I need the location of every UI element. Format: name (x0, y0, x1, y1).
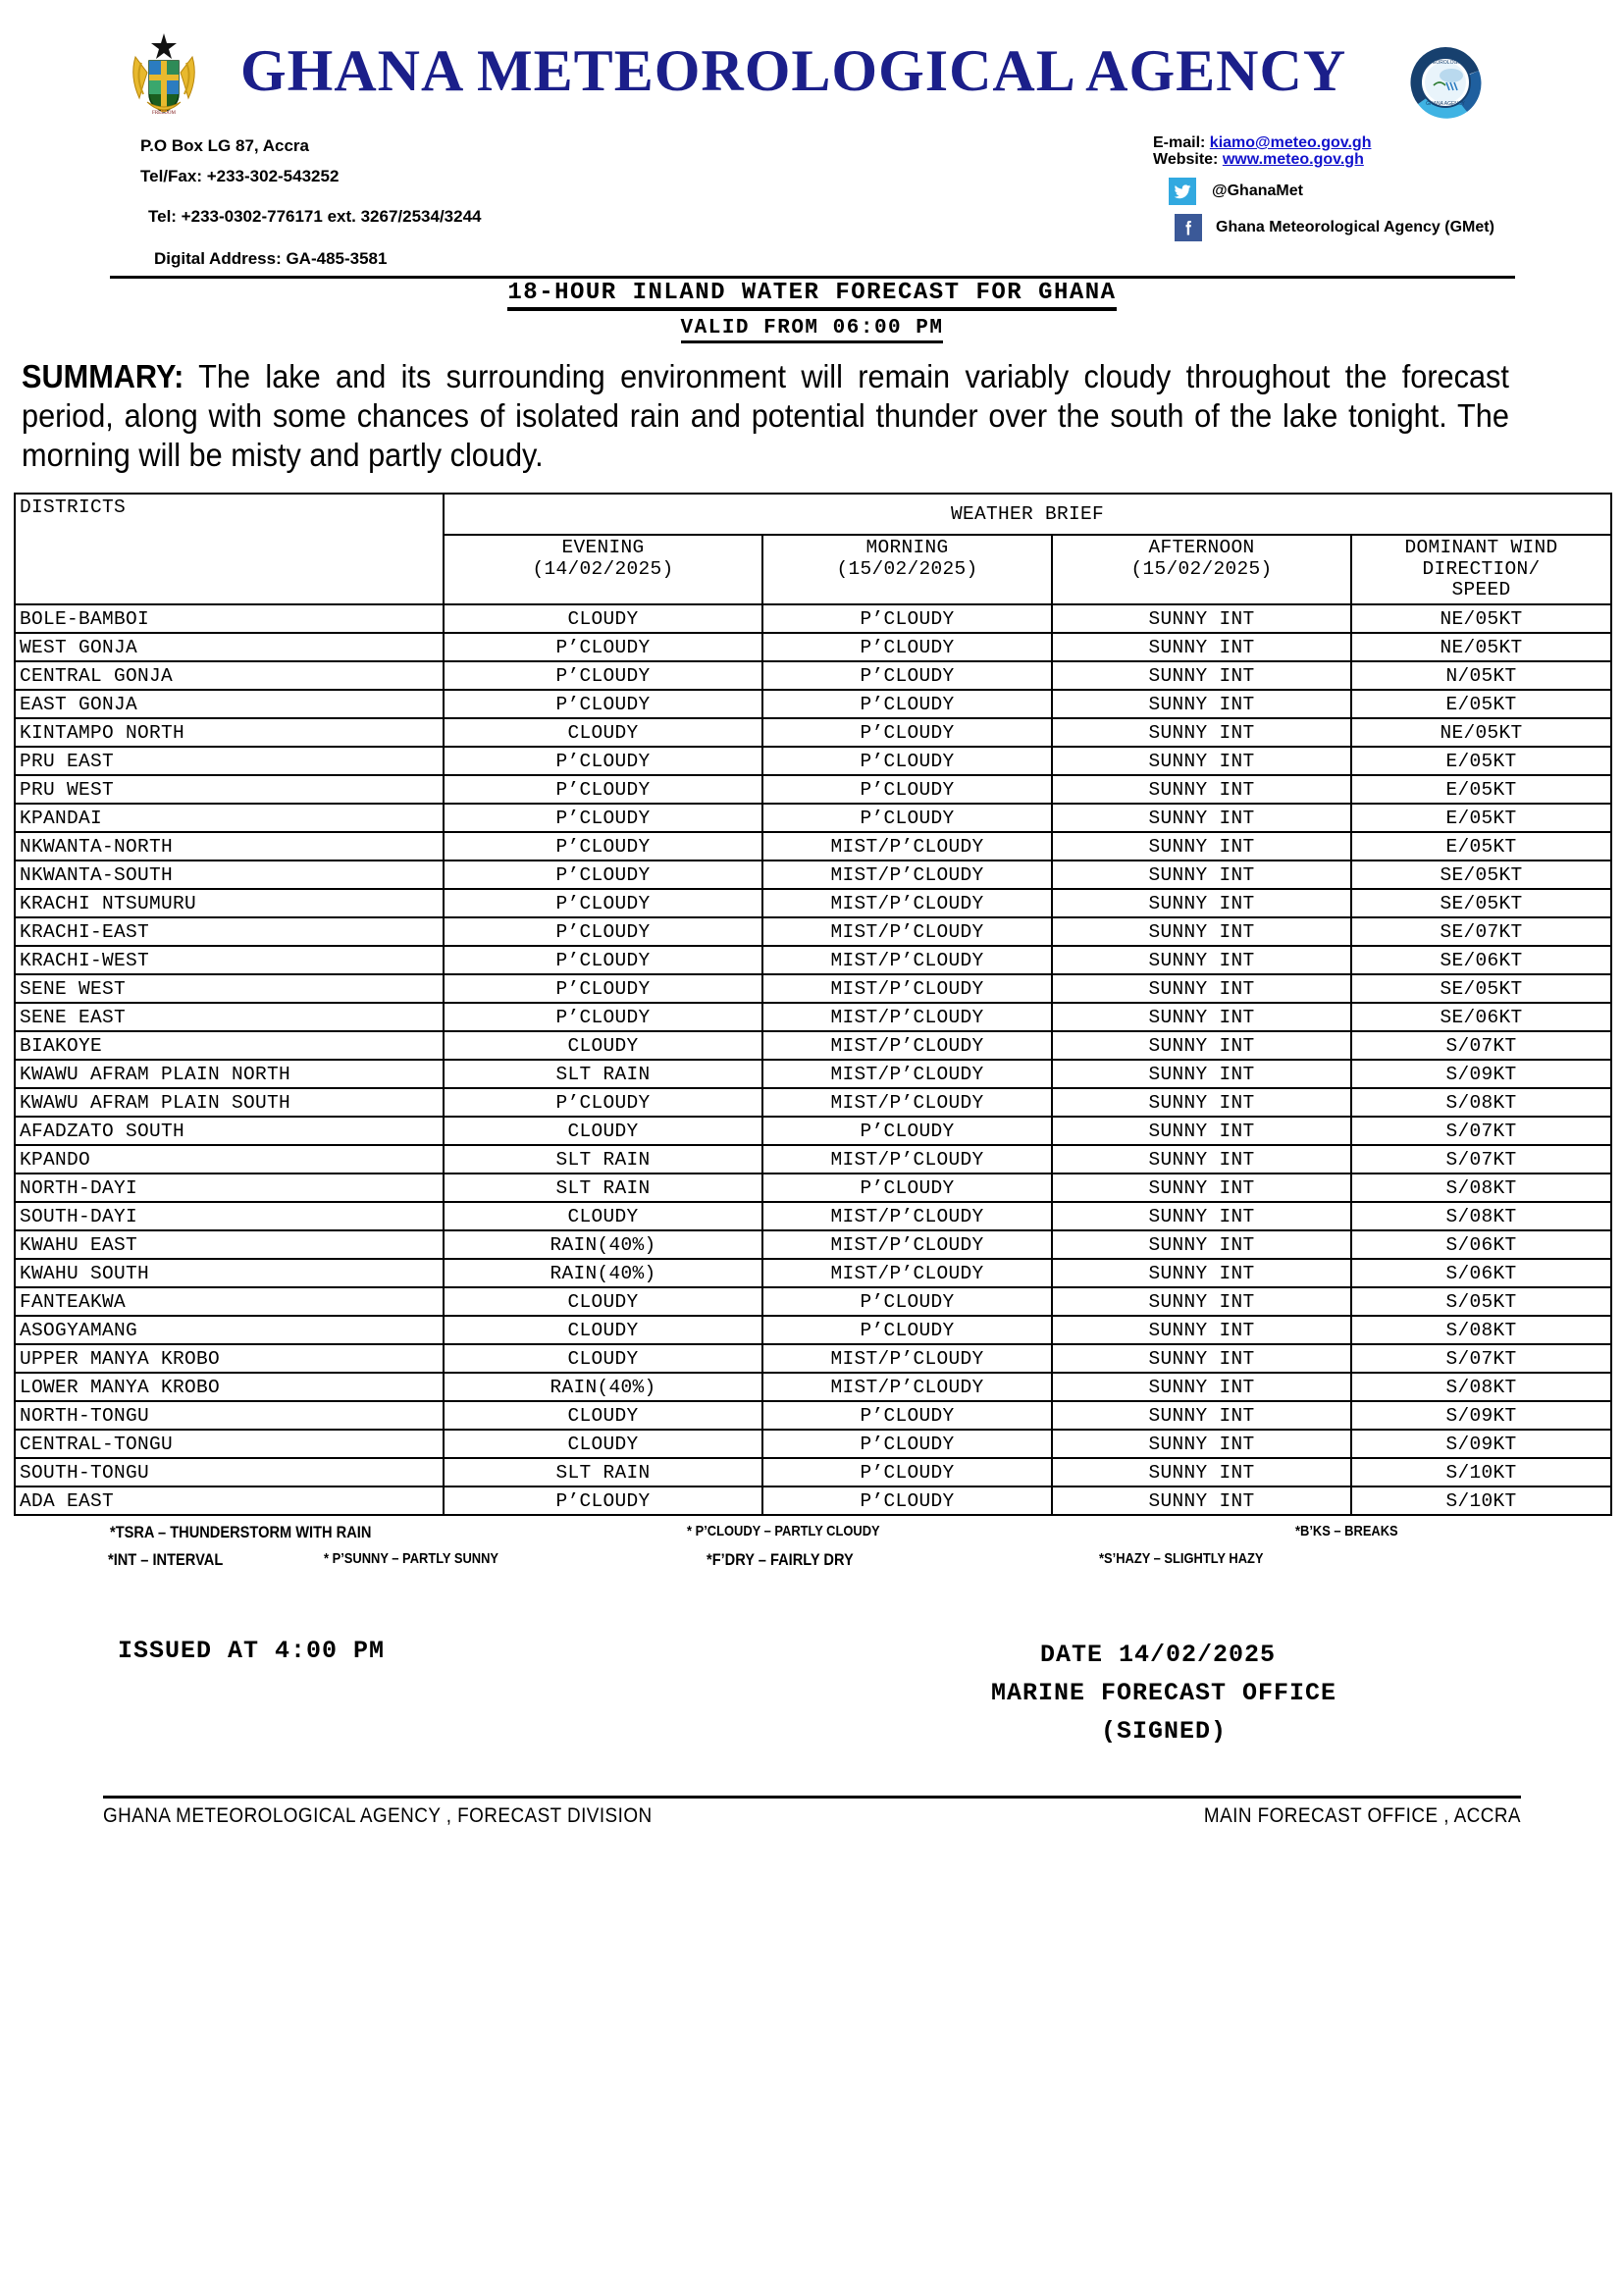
cell-district: KRACHI-EAST (15, 917, 444, 946)
table-row (15, 1060, 1611, 1088)
cell-morning: P’CLOUDY (762, 1287, 1052, 1316)
cell-morning: MIST/P’CLOUDY (762, 832, 1052, 861)
header-evening-date: (14/02/2025) (532, 557, 674, 580)
svg-text:GHANA AGENCY: GHANA AGENCY (1426, 101, 1465, 107)
organization-title: GHANA METEOROLOGICAL AGENCY (240, 38, 1347, 103)
table-row (15, 917, 1611, 946)
cell-evening: RAIN(40%) (444, 1230, 762, 1259)
cell-afternoon: SUNNY INT (1052, 889, 1351, 917)
legend-int: *INT – INTERVAL (108, 1550, 224, 1570)
cell-wind: N/05KT (1351, 661, 1611, 690)
cell-wind: S/07KT (1351, 1117, 1611, 1145)
cell-morning: MIST/P’CLOUDY (762, 1031, 1052, 1060)
cell-district: KPANDO (15, 1145, 444, 1174)
cell-afternoon: SUNNY INT (1052, 946, 1351, 974)
cell-afternoon: SUNNY INT (1052, 747, 1351, 775)
facebook-row[interactable] (1153, 214, 1565, 241)
footer-divider (103, 1796, 1521, 1799)
cell-district: KWAHU EAST (15, 1230, 444, 1259)
twitter-row[interactable] (1153, 178, 1565, 205)
header-afternoon-label: AFTERNOON (1148, 536, 1255, 558)
cell-evening: P’CLOUDY (444, 1003, 762, 1031)
signoff-right (991, 1637, 1337, 1750)
gmet-logo-icon (1407, 44, 1484, 121)
cell-afternoon: SUNNY INT (1052, 661, 1351, 690)
document-footer (103, 1804, 1521, 1844)
cell-evening: P’CLOUDY (444, 661, 762, 690)
cell-district: FANTEAKWA (15, 1287, 444, 1316)
website-line (1153, 152, 1565, 169)
cell-morning: MIST/P’CLOUDY (762, 1145, 1052, 1174)
cell-morning: MIST/P’CLOUDY (762, 1060, 1052, 1088)
cell-wind: S/08KT (1351, 1316, 1611, 1344)
cell-wind: S/07KT (1351, 1344, 1611, 1373)
cell-morning: P’CLOUDY (762, 1430, 1052, 1458)
cell-afternoon: SUNNY INT (1052, 1344, 1351, 1373)
table-row (15, 804, 1611, 832)
cell-afternoon: SUNNY INT (1052, 1373, 1351, 1401)
cell-district: KWAHU SOUTH (15, 1259, 444, 1287)
forecast-table-wrapper (14, 493, 1610, 1516)
table-row (15, 1458, 1611, 1487)
cell-district: SOUTH-DAYI (15, 1202, 444, 1230)
cell-wind: S/08KT (1351, 1373, 1611, 1401)
table-head (15, 494, 1611, 604)
header-morning-label: MORNING (865, 536, 949, 558)
cell-district: NKWANTA-NORTH (15, 832, 444, 861)
cell-evening: SLT RAIN (444, 1060, 762, 1088)
table-row (15, 1117, 1611, 1145)
legend-fdry: *F’DRY – FAIRLY DRY (707, 1550, 854, 1570)
cell-wind: SE/05KT (1351, 861, 1611, 889)
cell-afternoon: SUNNY INT (1052, 604, 1351, 633)
cell-evening: CLOUDY (444, 1344, 762, 1373)
cell-afternoon: SUNNY INT (1052, 718, 1351, 747)
table-row (15, 1401, 1611, 1430)
table-row (15, 1174, 1611, 1202)
header-dominant-wind (1351, 535, 1611, 604)
cell-wind: E/05KT (1351, 747, 1611, 775)
cell-afternoon: SUNNY INT (1052, 1003, 1351, 1031)
signoff-office: MARINE FORECAST OFFICE (991, 1679, 1337, 1707)
cell-evening: P’CLOUDY (444, 775, 762, 804)
ghana-coat-of-arms-icon (126, 27, 202, 122)
cell-evening: RAIN(40%) (444, 1259, 762, 1287)
cell-evening: P’CLOUDY (444, 690, 762, 718)
header-contact-left (140, 137, 749, 267)
legend-tsra: *TSRA – THUNDERSTORM WITH RAIN (110, 1523, 372, 1542)
cell-district: NORTH-DAYI (15, 1174, 444, 1202)
po-box-line: P.O Box LG 87, Accra (140, 136, 309, 155)
legend-bks: *B’KS – BREAKS (1295, 1523, 1398, 1540)
cell-morning: P’CLOUDY (762, 775, 1052, 804)
cell-district: ADA EAST (15, 1487, 444, 1515)
cell-evening: SLT RAIN (444, 1174, 762, 1202)
email-link[interactable]: kiamo@meteo.gov.gh (1209, 134, 1372, 151)
cell-evening: P’CLOUDY (444, 747, 762, 775)
cell-district: WEST GONJA (15, 633, 444, 661)
cell-district: SENE EAST (15, 1003, 444, 1031)
cell-wind: NE/05KT (1351, 718, 1611, 747)
title-block (0, 280, 1624, 343)
cell-district: KWAWU AFRAM PLAIN SOUTH (15, 1088, 444, 1117)
cell-district: CENTRAL-TONGU (15, 1430, 444, 1458)
legend-pcloudy: * P’CLOUDY – PARTLY CLOUDY (687, 1523, 880, 1540)
table-row (15, 1344, 1611, 1373)
header-wind-line-3: SPEED (1451, 579, 1511, 601)
cell-morning: MIST/P’CLOUDY (762, 1373, 1052, 1401)
table-row (15, 889, 1611, 917)
cell-afternoon: SUNNY INT (1052, 1088, 1351, 1117)
cell-morning: MIST/P’CLOUDY (762, 889, 1052, 917)
cell-morning: P’CLOUDY (762, 661, 1052, 690)
cell-wind: S/07KT (1351, 1145, 1611, 1174)
cell-district: KRACHI NTSUMURU (15, 889, 444, 917)
cell-evening: P’CLOUDY (444, 889, 762, 917)
email-line (1153, 135, 1565, 152)
cell-morning: MIST/P’CLOUDY (762, 946, 1052, 974)
cell-afternoon: SUNNY INT (1052, 1117, 1351, 1145)
cell-morning: MIST/P’CLOUDY (762, 1088, 1052, 1117)
summary-paragraph (22, 357, 1509, 475)
issued-at: ISSUED AT 4:00 PM (118, 1637, 386, 1666)
cell-district: KINTAMPO NORTH (15, 718, 444, 747)
cell-wind: S/06KT (1351, 1259, 1611, 1287)
header-contact-right (1153, 135, 1565, 241)
page-subtitle: VALID FROM 06:00 PM (681, 317, 944, 343)
cell-district: KPANDAI (15, 804, 444, 832)
table-row (15, 718, 1611, 747)
cell-wind: E/05KT (1351, 775, 1611, 804)
header-afternoon-date: (15/02/2025) (1130, 557, 1273, 580)
cell-afternoon: SUNNY INT (1052, 1487, 1351, 1515)
cell-afternoon: SUNNY INT (1052, 974, 1351, 1003)
cell-evening: P’CLOUDY (444, 1088, 762, 1117)
cell-district: LOWER MANYA KROBO (15, 1373, 444, 1401)
cell-evening: CLOUDY (444, 1401, 762, 1430)
cell-evening: P’CLOUDY (444, 804, 762, 832)
email-label: E-mail: (1153, 134, 1206, 151)
cell-district: NORTH-TONGU (15, 1401, 444, 1430)
cell-afternoon: SUNNY INT (1052, 804, 1351, 832)
table-row (15, 974, 1611, 1003)
cell-evening: CLOUDY (444, 1117, 762, 1145)
cell-afternoon: SUNNY INT (1052, 690, 1351, 718)
cell-wind: S/06KT (1351, 1230, 1611, 1259)
table-body (15, 604, 1611, 1515)
cell-morning: P’CLOUDY (762, 1487, 1052, 1515)
signoff-block (0, 1609, 1624, 1796)
table-row (15, 661, 1611, 690)
cell-district: NKWANTA-SOUTH (15, 861, 444, 889)
header-wind-line-1: DOMINANT WIND (1404, 536, 1558, 558)
header-divider (110, 276, 1515, 279)
header-morning (762, 535, 1052, 604)
cell-wind: SE/06KT (1351, 946, 1611, 974)
header-wind-line-2: DIRECTION/ (1422, 557, 1541, 580)
cell-morning: MIST/P’CLOUDY (762, 917, 1052, 946)
cell-morning: MIST/P’CLOUDY (762, 1344, 1052, 1373)
cell-morning: P’CLOUDY (762, 690, 1052, 718)
legend-shazy: *S’HAZY – SLIGHTLY HAZY (1099, 1550, 1264, 1568)
table-row (15, 861, 1611, 889)
cell-afternoon: SUNNY INT (1052, 1287, 1351, 1316)
header-morning-date: (15/02/2025) (836, 557, 978, 580)
facebook-icon (1175, 214, 1202, 241)
twitter-handle: @GhanaMet (1212, 182, 1303, 199)
cell-wind: S/09KT (1351, 1401, 1611, 1430)
cell-wind: NE/05KT (1351, 604, 1611, 633)
signoff-signed: (SIGNED) (1101, 1716, 1228, 1746)
page-title: 18-HOUR INLAND WATER FORECAST FOR GHANA (507, 280, 1116, 311)
cell-evening: P’CLOUDY (444, 1487, 762, 1515)
cell-evening: CLOUDY (444, 1430, 762, 1458)
cell-wind: SE/06KT (1351, 1003, 1611, 1031)
cell-morning: MIST/P’CLOUDY (762, 1202, 1052, 1230)
signoff-date: DATE 14/02/2025 (1040, 1641, 1277, 1670)
cell-afternoon: SUNNY INT (1052, 1145, 1351, 1174)
cell-morning: P’CLOUDY (762, 1401, 1052, 1430)
cell-morning: P’CLOUDY (762, 1316, 1052, 1344)
cell-district: SENE WEST (15, 974, 444, 1003)
cell-wind: SE/07KT (1351, 917, 1611, 946)
cell-wind: S/07KT (1351, 1031, 1611, 1060)
cell-morning: P’CLOUDY (762, 747, 1052, 775)
table-row (15, 1145, 1611, 1174)
cell-wind: S/09KT (1351, 1430, 1611, 1458)
cell-wind: S/10KT (1351, 1487, 1611, 1515)
cell-afternoon: SUNNY INT (1052, 775, 1351, 804)
table-row (15, 1487, 1611, 1515)
cell-evening: CLOUDY (444, 1316, 762, 1344)
header-afternoon (1052, 535, 1351, 604)
cell-afternoon: SUNNY INT (1052, 1259, 1351, 1287)
table-row (15, 633, 1611, 661)
cell-afternoon: SUNNY INT (1052, 1174, 1351, 1202)
cell-wind: S/08KT (1351, 1174, 1611, 1202)
cell-morning: MIST/P’CLOUDY (762, 1003, 1052, 1031)
table-row (15, 1202, 1611, 1230)
cell-district: EAST GONJA (15, 690, 444, 718)
cell-district: SOUTH-TONGU (15, 1458, 444, 1487)
cell-evening: P’CLOUDY (444, 974, 762, 1003)
cell-morning: MIST/P’CLOUDY (762, 974, 1052, 1003)
cell-district: AFADZATO SOUTH (15, 1117, 444, 1145)
cell-morning: P’CLOUDY (762, 1117, 1052, 1145)
cell-district: KWAWU AFRAM PLAIN NORTH (15, 1060, 444, 1088)
cell-district: BIAKOYE (15, 1031, 444, 1060)
footer-right: MAIN FORECAST OFFICE , ACCRA (1203, 1804, 1521, 1828)
website-link[interactable]: www.meteo.gov.gh (1222, 150, 1364, 168)
tel-line: Tel: +233-0302-776171 ext. 3267/2534/3244 (148, 207, 482, 226)
table-row (15, 604, 1611, 633)
table-row (15, 1430, 1611, 1458)
svg-text:FREEDOM: FREEDOM (152, 111, 176, 116)
cell-wind: S/10KT (1351, 1458, 1611, 1487)
cell-afternoon: SUNNY INT (1052, 832, 1351, 861)
table-row (15, 1373, 1611, 1401)
cell-afternoon: SUNNY INT (1052, 1202, 1351, 1230)
table-row (15, 1230, 1611, 1259)
cell-evening: P’CLOUDY (444, 633, 762, 661)
table-row (15, 690, 1611, 718)
cell-wind: SE/05KT (1351, 974, 1611, 1003)
table-row (15, 1031, 1611, 1060)
cell-evening: SLT RAIN (444, 1458, 762, 1487)
table-row (15, 946, 1611, 974)
cell-district: UPPER MANYA KROBO (15, 1344, 444, 1373)
cell-afternoon: SUNNY INT (1052, 1430, 1351, 1458)
table-row (15, 775, 1611, 804)
cell-wind: NE/05KT (1351, 633, 1611, 661)
summary-text: The lake and its surrounding environment will remain variably cloudy throughout the forecast period, along with some chances of isolated rain and potential thunder over the south of the lake tonight. The morning will be misty and partly cloudy. (22, 358, 1509, 473)
cell-morning: P’CLOUDY (762, 804, 1052, 832)
digital-address-line: Digital Address: GA-485-3581 (154, 249, 388, 268)
cell-morning: P’CLOUDY (762, 1458, 1052, 1487)
footer-left: GHANA METEOROLOGICAL AGENCY , FORECAST DIVISION (103, 1804, 653, 1828)
header-evening (444, 535, 762, 604)
cell-district: PRU WEST (15, 775, 444, 804)
cell-morning: MIST/P’CLOUDY (762, 1230, 1052, 1259)
table-row (15, 1259, 1611, 1287)
cell-evening: P’CLOUDY (444, 946, 762, 974)
cell-afternoon: SUNNY INT (1052, 633, 1351, 661)
summary-label: SUMMARY: (22, 358, 184, 394)
header-evening-label: EVENING (561, 536, 645, 558)
table-row (15, 832, 1611, 861)
cell-wind: S/09KT (1351, 1060, 1611, 1088)
cell-wind: S/05KT (1351, 1287, 1611, 1316)
document-header (0, 0, 1624, 270)
cell-afternoon: SUNNY INT (1052, 917, 1351, 946)
header-districts: DISTRICTS (15, 494, 444, 604)
cell-wind: E/05KT (1351, 804, 1611, 832)
cell-morning: MIST/P’CLOUDY (762, 861, 1052, 889)
cell-afternoon: SUNNY INT (1052, 1031, 1351, 1060)
cell-wind: S/08KT (1351, 1202, 1611, 1230)
header-weather-brief: WEATHER BRIEF (444, 494, 1611, 535)
table-row (15, 1287, 1611, 1316)
website-label: Website: (1153, 150, 1219, 168)
telfax-line: Tel/Fax: +233-302-543252 (140, 167, 340, 185)
table-header-row-1 (15, 494, 1611, 535)
cell-wind: S/08KT (1351, 1088, 1611, 1117)
cell-wind: SE/05KT (1351, 889, 1611, 917)
cell-morning: P’CLOUDY (762, 718, 1052, 747)
cell-evening: P’CLOUDY (444, 917, 762, 946)
cell-district: BOLE-BAMBOI (15, 604, 444, 633)
cell-wind: E/05KT (1351, 690, 1611, 718)
cell-evening: RAIN(40%) (444, 1373, 762, 1401)
cell-evening: CLOUDY (444, 1202, 762, 1230)
cell-morning: MIST/P’CLOUDY (762, 1259, 1052, 1287)
twitter-icon (1169, 178, 1196, 205)
cell-morning: P’CLOUDY (762, 604, 1052, 633)
cell-district: ASOGYAMANG (15, 1316, 444, 1344)
forecast-table (14, 493, 1612, 1516)
svg-text:METEOROLOGICAL: METEOROLOGICAL (1422, 60, 1469, 66)
cell-afternoon: SUNNY INT (1052, 1401, 1351, 1430)
cell-morning: P’CLOUDY (762, 633, 1052, 661)
cell-morning: P’CLOUDY (762, 1174, 1052, 1202)
cell-afternoon: SUNNY INT (1052, 1316, 1351, 1344)
cell-evening: CLOUDY (444, 1287, 762, 1316)
facebook-page-name: Ghana Meteorological Agency (GMet) (1216, 218, 1494, 235)
table-row (15, 747, 1611, 775)
cell-evening: CLOUDY (444, 1031, 762, 1060)
cell-evening: CLOUDY (444, 604, 762, 633)
cell-wind: E/05KT (1351, 832, 1611, 861)
table-row (15, 1088, 1611, 1117)
table-row (15, 1003, 1611, 1031)
cell-afternoon: SUNNY INT (1052, 861, 1351, 889)
cell-district: KRACHI-WEST (15, 946, 444, 974)
cell-evening: SLT RAIN (444, 1145, 762, 1174)
cell-afternoon: SUNNY INT (1052, 1230, 1351, 1259)
legend-block (0, 1521, 1624, 1576)
table-row (15, 1316, 1611, 1344)
cell-district: CENTRAL GONJA (15, 661, 444, 690)
cell-evening: P’CLOUDY (444, 861, 762, 889)
cell-afternoon: SUNNY INT (1052, 1060, 1351, 1088)
cell-district: PRU EAST (15, 747, 444, 775)
cell-evening: CLOUDY (444, 718, 762, 747)
legend-psunny: * P’SUNNY – PARTLY SUNNY (324, 1550, 499, 1568)
cell-evening: P’CLOUDY (444, 832, 762, 861)
cell-afternoon: SUNNY INT (1052, 1458, 1351, 1487)
